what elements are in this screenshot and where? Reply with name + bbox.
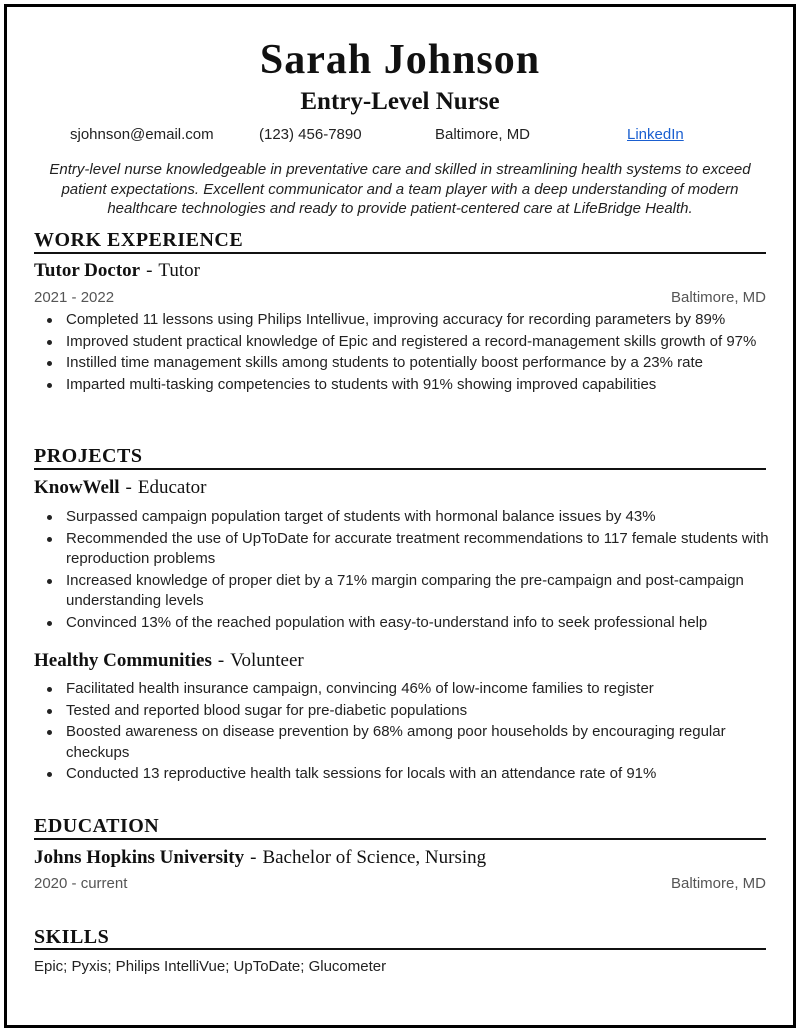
- bullet-item: Boosted awareness on disease prevention by 68% among poor households by encouraging regular checkups: [66, 722, 774, 763]
- role-name: Tutor: [158, 260, 200, 281]
- education-entry-header: [34, 847, 486, 869]
- separator: -: [217, 650, 225, 671]
- section-divider: [34, 838, 766, 840]
- bullet-item: Completed 11 lessons using Philips Intellivue, improving accuracy for recording parameters by 89%: [66, 310, 774, 331]
- work-bullet-list: [34, 310, 774, 396]
- job-title: Entry-Level Nurse: [300, 88, 500, 115]
- email-text: sjohnson@email.com: [70, 126, 214, 143]
- bullet-item: Imparted multi-tasking competencies to students with 91% showing improved capabilities: [66, 375, 774, 396]
- separator: -: [146, 260, 153, 281]
- bullet-item: Recommended the use of UpToDate for accurate treatment recommendations to 117 female students with reproduction problems: [66, 529, 774, 570]
- work-location: Baltimore, MD: [670, 289, 766, 306]
- bullet-item: Instilled time management skills among students to potentially boost performance by a 23% rate: [66, 353, 774, 374]
- work-experience-heading: WORK EXPERIENCE: [34, 229, 244, 251]
- work-entry-header: [34, 260, 200, 282]
- education-heading: EDUCATION: [34, 815, 160, 837]
- education-location: Baltimore, MD: [670, 875, 766, 892]
- school-name: Johns Hopkins University: [34, 847, 245, 868]
- bullet-item: Conducted 13 reproductive health talk sessions for locals with an attendance rate of 91%: [66, 764, 774, 785]
- separator: -: [125, 477, 132, 498]
- projects-heading: PROJECTS: [34, 445, 143, 467]
- bullet-item: Convinced 13% of the reached population with easy-to-understand info to seek professional help: [66, 613, 774, 634]
- linkedin-link-wrapper: [627, 126, 684, 144]
- candidate-name: Sarah Johnson: [259, 37, 541, 83]
- project-bullet-list: [34, 507, 774, 634]
- bullet-item: Improved student practical knowledge of Epic and registered a record-management skills growth of 97%: [66, 332, 774, 353]
- project-role: Volunteer: [230, 650, 304, 671]
- bullet-item: Tested and reported blood sugar for pre-diabetic populations: [66, 701, 774, 722]
- project-entry-header: [34, 477, 206, 499]
- degree-name: Bachelor of Science, Nursing: [262, 847, 487, 868]
- bullet-item: Surpassed campaign population target of students with hormonal balance issues by 43%: [66, 507, 774, 528]
- company-name: Tutor Doctor: [34, 260, 141, 281]
- section-divider: [34, 252, 766, 254]
- project-role: Educator: [137, 477, 207, 498]
- project-name: KnowWell: [34, 477, 120, 498]
- project-bullet-list: [34, 679, 774, 786]
- skills-heading: SKILLS: [34, 926, 110, 948]
- section-divider: [34, 948, 766, 950]
- work-dates: 2021 - 2022: [34, 289, 115, 306]
- bullet-item: Increased knowledge of proper diet by a 71% margin comparing the pre-campaign and post-campaign understanding levels: [66, 571, 774, 612]
- bullet-item: Facilitated health insurance campaign, convincing 46% of low-income families to register: [66, 679, 774, 700]
- project-name: Healthy Communities: [34, 650, 212, 671]
- separator: -: [250, 847, 257, 868]
- linkedin-link[interactable]: LinkedIn: [627, 126, 684, 143]
- location-text: Baltimore, MD: [435, 126, 531, 143]
- project-entry-header: [34, 650, 304, 672]
- section-divider: [34, 468, 766, 470]
- professional-summary: Entry-level nurse knowledgeable in preventative care and skilled in streamlining health systems to exceed patient expectations. Excellent communicator and a team player with a deep understanding of modern healthcare technologies and ready to provide patient-centered care at LifeBridge Health.: [49, 161, 751, 217]
- skills-list: Epic; Pyxis; Philips IntelliVue; UpToDate; Glucometer: [34, 958, 387, 975]
- education-dates: 2020 - current: [34, 875, 128, 892]
- phone-text: (123) 456-7890: [259, 126, 362, 143]
